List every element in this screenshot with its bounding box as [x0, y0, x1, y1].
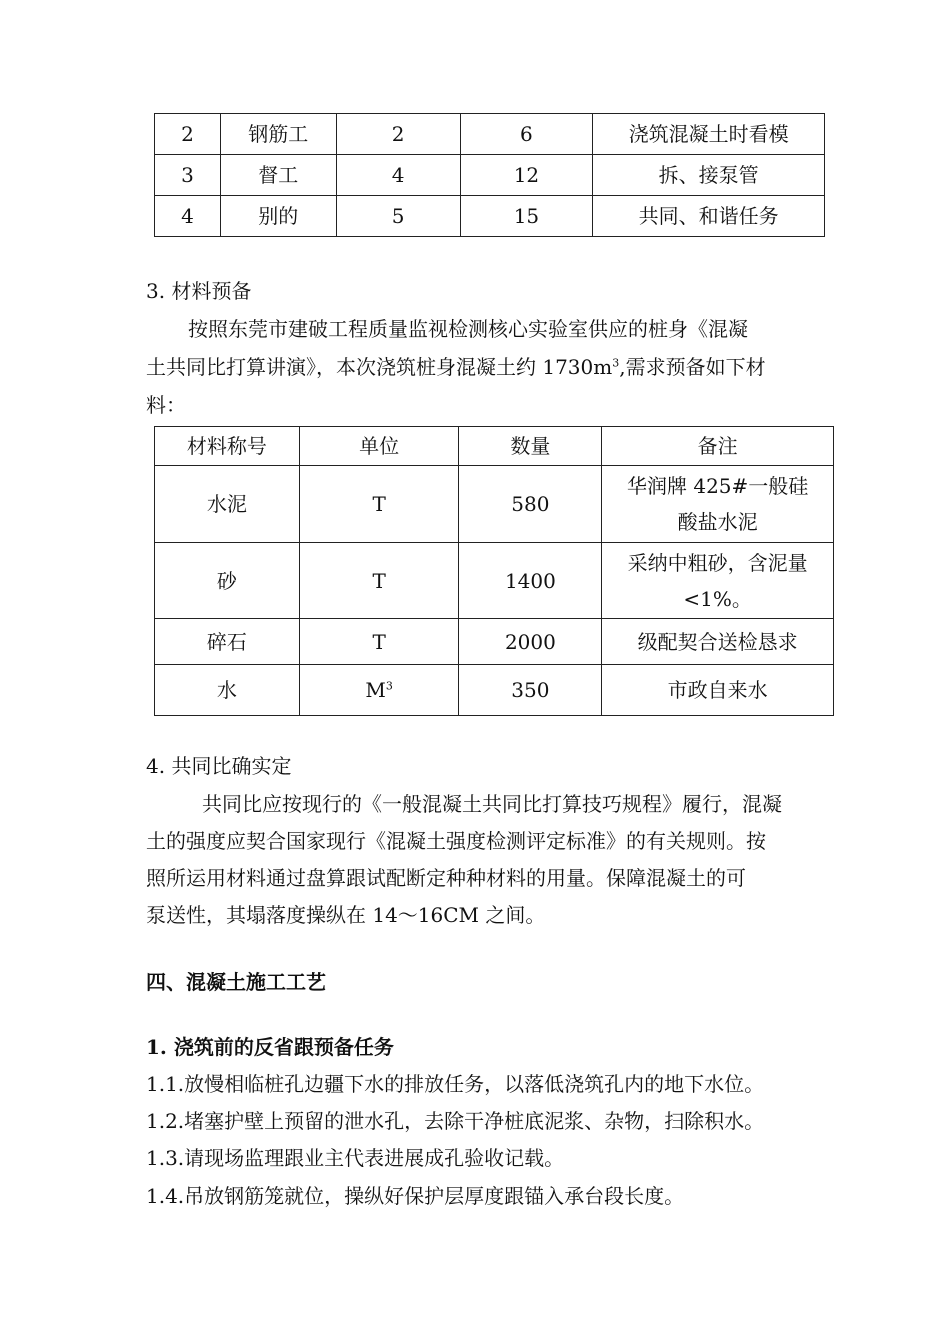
- column-header: 材料称号: [155, 427, 300, 466]
- table-cell: 4: [336, 155, 460, 196]
- column-header: 单位: [299, 427, 459, 466]
- material-qty: 350: [459, 665, 602, 716]
- material-note: 市政自来水: [602, 665, 834, 716]
- material-unit: T: [299, 543, 459, 619]
- paragraph-line: 按照东莞市建破工程质量监视检测核心实验室供应的桩身《混凝: [188, 317, 748, 341]
- list-item: 1.4.吊放钢筋笼就位，操纵好保护层厚度跟锚入承台段长度。: [146, 1184, 685, 1208]
- table-row: [155, 155, 825, 196]
- material-note: 采纳中粗砂，含泥量 <1%。: [602, 543, 834, 619]
- list-item: 1.1.放慢相临桩孔边疆下水的排放任务，以落低浇筑孔内的地下水位。: [146, 1072, 765, 1096]
- table-cell: 拆、接泵管: [593, 155, 825, 196]
- table-cell: 6: [460, 114, 593, 155]
- section-heading: 3. 材料预备: [146, 279, 252, 303]
- table-row: [155, 196, 825, 237]
- table-header-row: [155, 427, 834, 466]
- chapter-heading: 四、混凝土施工工艺: [146, 970, 326, 994]
- material-name: 水泥: [155, 466, 300, 543]
- table-cell: 3: [155, 155, 221, 196]
- table-cell: 浇筑混凝土时看模: [593, 114, 825, 155]
- list-item: 1.3.请现场监理跟业主代表进展成孔验收记载。: [146, 1146, 565, 1170]
- material-qty: 580: [459, 466, 602, 543]
- material-note: 级配契合送检恳求: [602, 619, 834, 665]
- material-qty: 2000: [459, 619, 602, 665]
- section-heading: 4. 共同比确实定: [146, 754, 292, 778]
- table-cell: 2: [336, 114, 460, 155]
- superscript: 3: [612, 356, 620, 370]
- table-cell: 督工: [220, 155, 336, 196]
- table-cell: 2: [155, 114, 221, 155]
- paragraph-line: 土的强度应契合国家现行《混凝土强度检测评定标准》的有关规则。按: [146, 829, 766, 853]
- table-cell: 4: [155, 196, 221, 237]
- material-unit: T: [299, 619, 459, 665]
- paragraph-line: 照所运用材料通过盘算跟试配断定种种材料的用量。保障混凝土的可: [146, 866, 746, 890]
- list-item: 1.2.堵塞护壁上预留的泄水孔，去除干净桩底泥浆、杂物，扫除积水。: [146, 1109, 765, 1133]
- table-cell: 共同、和谐任务: [593, 196, 825, 237]
- column-header: 数量: [459, 427, 602, 466]
- table-row: [155, 543, 834, 619]
- paragraph-line: 泵送性，其塌落度操纵在 14～16CM 之间。: [146, 903, 546, 927]
- material-qty: 1400: [459, 543, 602, 619]
- table-cell: 别的: [220, 196, 336, 237]
- table-row: [155, 619, 834, 665]
- table-row: [155, 466, 834, 543]
- material-note: 华润牌 425#一般硅 酸盐水泥: [602, 466, 834, 543]
- table-row: [155, 665, 834, 716]
- staff-table: [154, 113, 825, 237]
- material-name: 砂: [155, 543, 300, 619]
- table-cell: 12: [460, 155, 593, 196]
- paragraph-line: 共同比应按现行的《一般混凝土共同比打算技巧规程》履行，混凝: [202, 792, 782, 816]
- table-cell: 15: [460, 196, 593, 237]
- materials-table: [154, 426, 834, 716]
- paragraph-line: 料：: [146, 393, 186, 417]
- subsection-heading: 1. 浇筑前的反省跟预备任务: [146, 1035, 394, 1059]
- table-cell: 5: [336, 196, 460, 237]
- material-name: 水: [155, 665, 300, 716]
- column-header: 备注: [602, 427, 834, 466]
- table-cell: 钢筋工: [220, 114, 336, 155]
- table-row: [155, 114, 825, 155]
- paragraph-line: 土共同比打算讲演》，本次浇筑桩身混凝土约 $1730m^3$,需求预备如下材: [146, 355, 766, 379]
- material-unit: T: [299, 466, 459, 543]
- material-name: 碎石: [155, 619, 300, 665]
- material-unit: $M^3$: [299, 665, 459, 716]
